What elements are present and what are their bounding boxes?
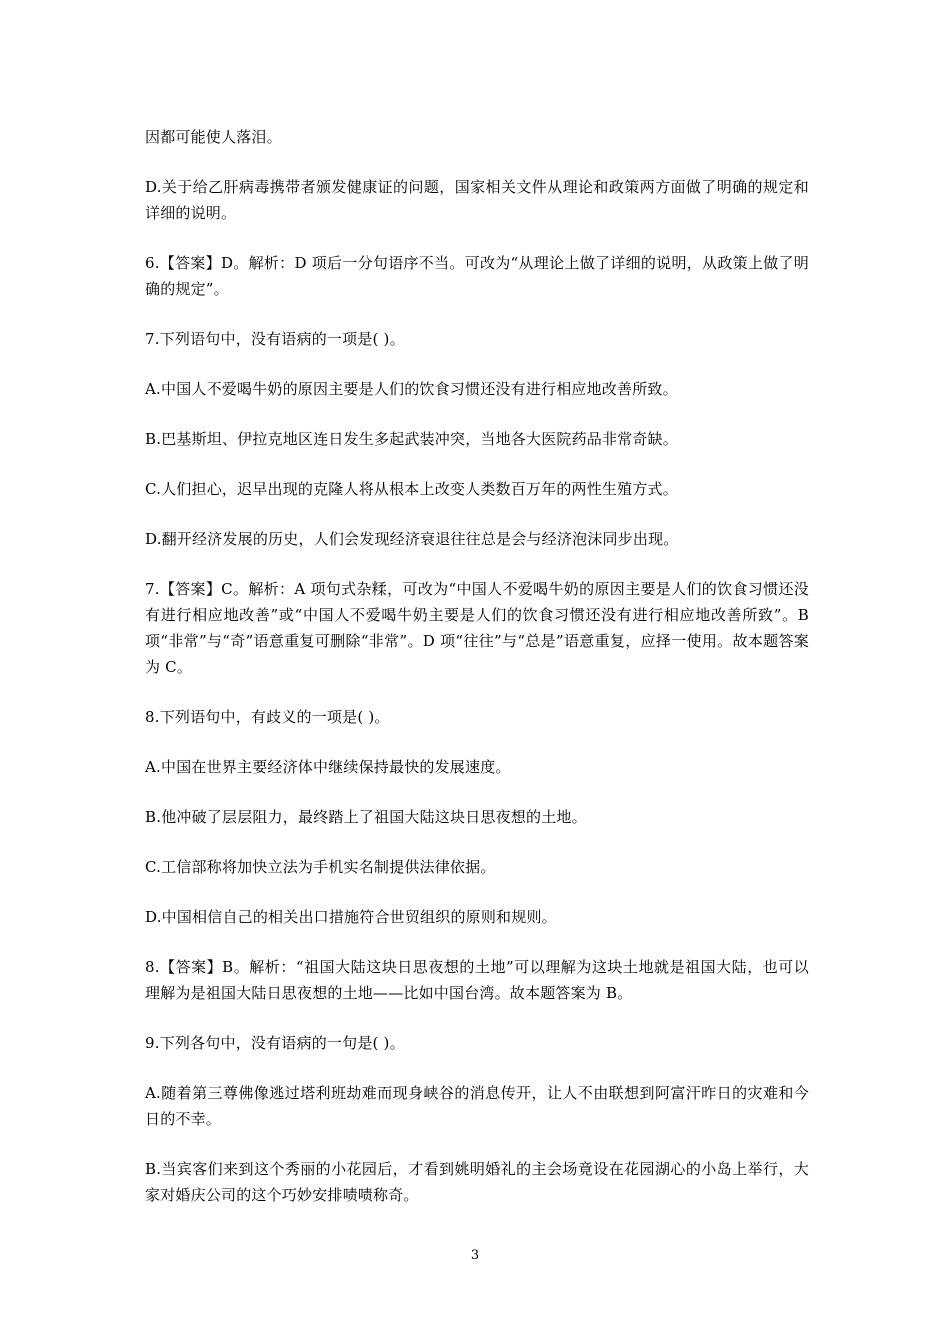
question-7-stem: 7.下列语句中，没有语病的一项是( )。 (145, 330, 405, 348)
answer-7: 7.【答案】C。解析：A 项句式杂糅，可改为“中国人不爱喝牛奶的原因主要是人们的饮食习惯还没有进行相应地改善”或“中国人不爱喝牛奶主要是人们的饮食习惯还没有进行相应地改善所致”。B 项“非常”与“奇”语意重复可删除“非常”。D 项“往往”与“总是”语意重复，应择一使用。故本题答案为 C。 (145, 580, 809, 676)
question-9-option-b: B.当宾客们来到这个秀丽的小花园后，才看到姚明婚礼的主会场竟设在花园湖心的小岛上举行，大家对婚庆公司的这个巧妙安排啧啧称奇。 (145, 1160, 809, 1204)
answer-6: 6.【答案】D。解析：D 项后一分句语序不当。可改为“从理论上做了详细的说明，从政策上做了明确的规定”。 (145, 254, 809, 298)
question-8-option-c: C.工信部称将加快立法为手机实名制提供法律依据。 (145, 858, 496, 876)
page-number: 3 (470, 1248, 480, 1263)
page-content (145, 124, 809, 1232)
question-7-option-a: A.中国人不爱喝牛奶的原因主要是人们的饮食习惯还没有进行相应地改善所致。 (145, 380, 678, 398)
question-8-option-b: B.他冲破了层层阻力，最终踏上了祖国大陆这块日思夜想的土地。 (145, 808, 587, 826)
question-7-option-d: D.翻开经济发展的历史，人们会发现经济衰退往往总是会与经济泡沫同步出现。 (145, 530, 679, 548)
answer-8: 8.【答案】B。解析：“祖国大陆这块日思夜想的土地”可以理解为这块土地就是祖国大陆，也可以理解为是祖国大陆日思夜想的土地——比如中国台湾。故本题答案为 B。 (145, 958, 809, 1002)
question-9-stem: 9.下列各句中，没有语病的一句是( )。 (145, 1034, 405, 1052)
question-8-option-a: A.中国在世界主要经济体中继续保持最快的发展速度。 (145, 758, 511, 776)
question-9-option-a: A.随着第三尊佛像逃过塔利班劫难而现身峡谷的消息传开，让人不由联想到阿富汗昨日的灾难和今日的不幸。 (145, 1084, 809, 1128)
question-7-option-c: C.人们担心，迟早出现的克隆人将从根本上改变人类数百万年的两性生殖方式。 (145, 480, 678, 498)
question-8-stem: 8.下列语句中，有歧义的一项是( )。 (145, 708, 390, 726)
question-8-option-d: D.中国相信自己的相关出口措施符合世贸组织的原则和规则。 (145, 908, 557, 926)
question-6-option-d: D.关于给乙肝病毒携带者颁发健康证的问题，国家相关文件从理论和政策两方面做了明确的规定和详细的说明。 (145, 178, 809, 222)
question-7-option-b: B.巴基斯坦、伊拉克地区连日发生多起武装冲突，当地各大医院药品非常奇缺。 (145, 430, 678, 448)
paragraph-continuation: 因都可能使人落泪。 (145, 128, 282, 146)
